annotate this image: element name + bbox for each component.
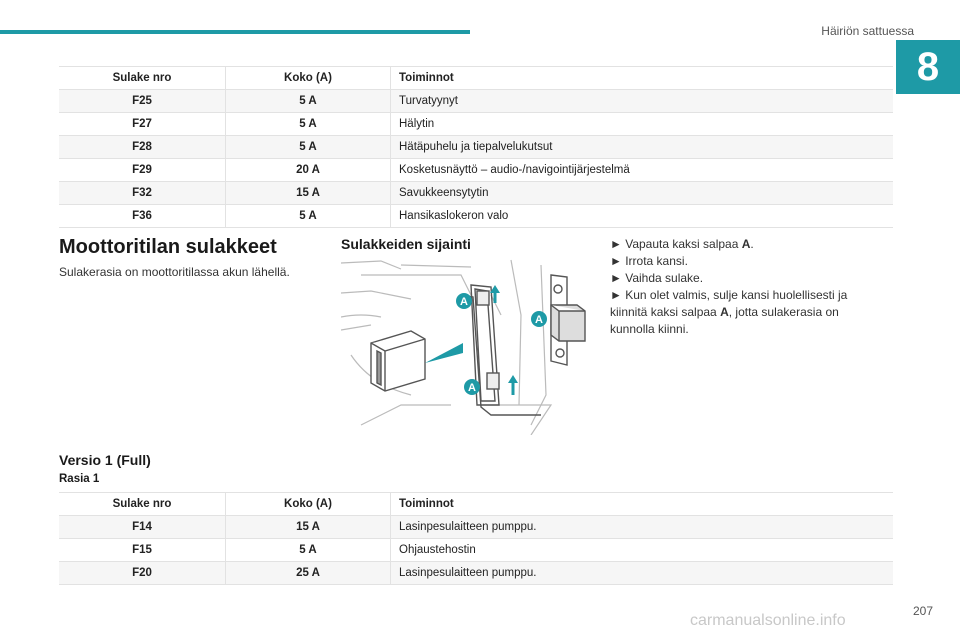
location-title: Sulakkeiden sijainti (341, 236, 471, 252)
section-text: Sulakerasia on moottoritilassa akun lähellä. (59, 265, 290, 279)
fuse-function: Lasinpesulaitteen pumppu. (391, 562, 894, 585)
fuse-number: F36 (59, 205, 226, 228)
box-title: Rasia 1 (59, 473, 100, 485)
step-item: ► Irrota kansi. (610, 254, 688, 268)
fuse-size: 15 A (226, 516, 391, 539)
fuse-number: F27 (59, 113, 226, 136)
callout-label: A (460, 296, 468, 308)
callout-label: A (535, 314, 543, 326)
table-row (59, 90, 893, 113)
fuse-function: Ohjaustehostin (391, 539, 894, 562)
table-row (59, 136, 893, 159)
table-header-row (59, 67, 893, 90)
fuse-function: Hansikaslokeron valo (391, 205, 894, 228)
chapter-number-badge: 8 (896, 40, 960, 94)
callout-label: A (468, 382, 476, 394)
column-header: Koko (A) (226, 493, 391, 516)
fuse-function: Kosketusnäyttö – audio-/navigointijärjestelmä (391, 159, 894, 182)
table-row (59, 516, 893, 539)
fuse-table-1 (59, 66, 893, 228)
fuse-number: F20 (59, 562, 226, 585)
step-item: ► Vaihda sulake. (610, 271, 704, 285)
fuse-size: 5 A (226, 90, 391, 113)
table-row (59, 113, 893, 136)
table-row (59, 562, 893, 585)
fuse-number: F15 (59, 539, 226, 562)
fuse-table-2 (59, 492, 893, 585)
section-title: Moottoritilan sulakkeet (59, 236, 277, 258)
fuse-number: F32 (59, 182, 226, 205)
fuse-number: F14 (59, 516, 226, 539)
table-header-row (59, 493, 893, 516)
fuse-size: 20 A (226, 159, 391, 182)
column-header: Koko (A) (226, 67, 391, 90)
fuse-size: 15 A (226, 182, 391, 205)
fuse-function: Turvatyynyt (391, 90, 894, 113)
fuse-function: Lasinpesulaitteen pumppu. (391, 516, 894, 539)
column-header: Sulake nro (59, 493, 226, 516)
fuse-box-illustration (341, 255, 593, 435)
fuse-size: 5 A (226, 539, 391, 562)
fuse-number: F29 (59, 159, 226, 182)
instruction-steps (610, 236, 870, 338)
column-header: Toiminnot (391, 67, 894, 90)
fuse-size: 5 A (226, 113, 391, 136)
fuse-function: Hälytin (391, 113, 894, 136)
step-item: ► Kun olet valmis, sulje kansi huolellisesti ja kiinnitä kaksi salpaa A, jotta sulakerasia on kunnolla kiinni. (610, 288, 848, 336)
fuse-function: Hätäpuhelu ja tiepalvelukutsut (391, 136, 894, 159)
fuse-number: F28 (59, 136, 226, 159)
fuse-number: F25 (59, 90, 226, 113)
fuse-size: 5 A (226, 136, 391, 159)
watermark: carmanualsonline.info (690, 612, 846, 629)
header-accent-bar (0, 30, 470, 34)
fuse-size: 5 A (226, 205, 391, 228)
step-item: ► Vapauta kaksi salpaa A. (610, 237, 754, 251)
column-header: Sulake nro (59, 67, 226, 90)
table-row (59, 539, 893, 562)
chapter-title: Häiriön sattuessa (821, 24, 914, 38)
fuse-function: Savukkeensytytin (391, 182, 894, 205)
version-title: Versio 1 (Full) (59, 452, 151, 468)
fuse-size: 25 A (226, 562, 391, 585)
table-row (59, 205, 893, 228)
page-number: 207 (912, 604, 933, 618)
table-row (59, 182, 893, 205)
table-row (59, 159, 893, 182)
column-header: Toiminnot (391, 493, 894, 516)
